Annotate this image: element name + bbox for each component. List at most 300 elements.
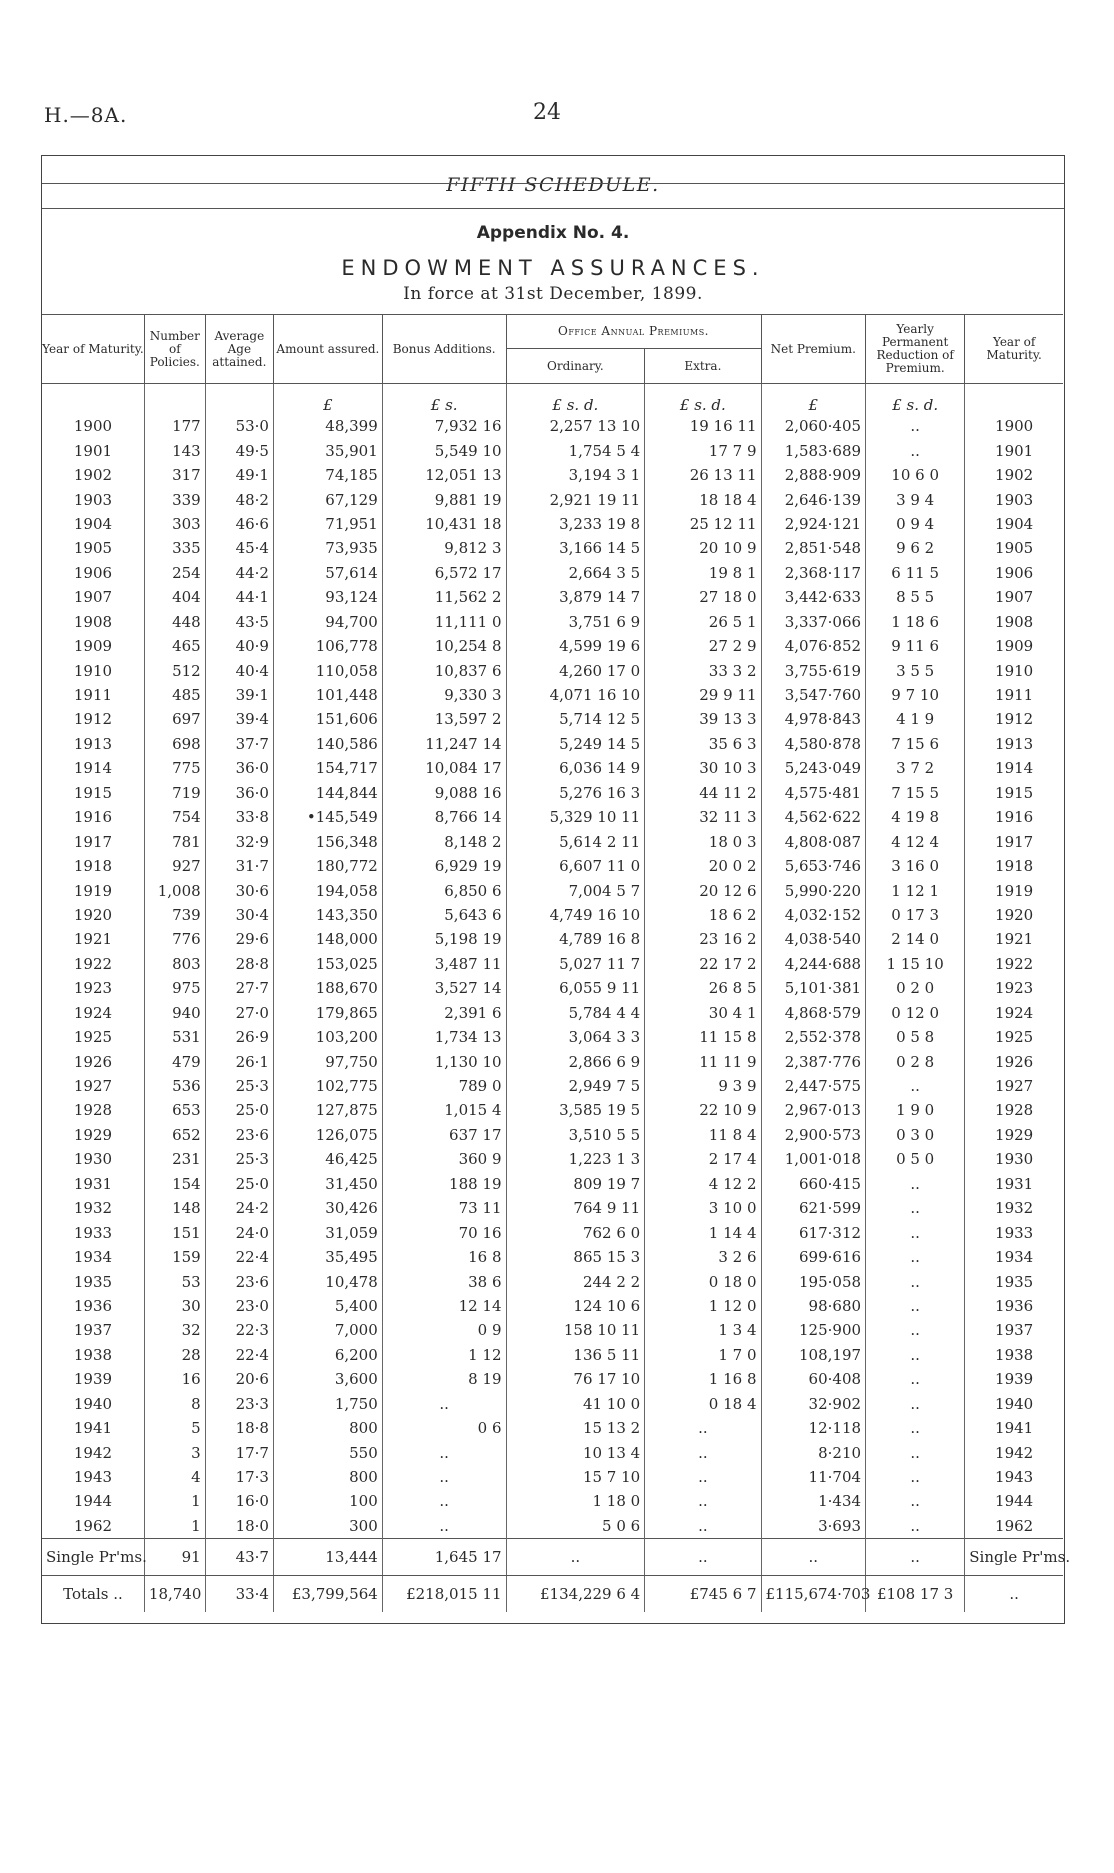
cell-extra: 27 2 9 [645, 634, 761, 658]
page-number: 24 [533, 100, 561, 125]
cell-net: 2,900·573 [761, 1123, 866, 1147]
cell-extra: 25 12 11 [645, 512, 761, 536]
cell-ordinary: 4,599 19 6 [506, 634, 645, 658]
cell-policies: 719 [144, 781, 205, 805]
cell-reduction: 4 1 9 [866, 707, 965, 731]
cell-amount: 179,865 [273, 1001, 382, 1025]
cell-reduction: 0 9 4 [866, 512, 965, 536]
cell-reduction: 6 11 5 [866, 561, 965, 585]
cell-year: 1920 [42, 903, 144, 927]
cell-extra: 18 18 4 [645, 487, 761, 511]
cell-policies: 3 [144, 1440, 205, 1464]
cell-amount: 30,426 [273, 1196, 382, 1220]
cell-policies: 148 [144, 1196, 205, 1220]
cell-year: 1941 [42, 1416, 144, 1440]
cell-age: 43·7 [205, 1539, 273, 1576]
table-row [42, 829, 1063, 853]
cell-net: 2,646·139 [761, 487, 866, 511]
cell-year: 1904 [42, 512, 144, 536]
cell-amount: 35,901 [273, 438, 382, 462]
cell-year-2: 1911 [965, 683, 1063, 707]
table-row [42, 756, 1063, 780]
cell-ordinary: 3,585 19 5 [506, 1098, 645, 1122]
cell-policies: 30 [144, 1294, 205, 1318]
cell-year: 1901 [42, 438, 144, 462]
cell-extra: 33 3 2 [645, 658, 761, 682]
cell-year: 1913 [42, 732, 144, 756]
cell-year-2: 1926 [965, 1049, 1063, 1073]
table-row [42, 1367, 1063, 1391]
cell-age: 18·8 [205, 1416, 273, 1440]
cell-ordinary: 5,714 12 5 [506, 707, 645, 731]
cell-bonus: 9,088 16 [382, 781, 506, 805]
cell-year: 1923 [42, 976, 144, 1000]
cell-ordinary: 3,233 19 8 [506, 512, 645, 536]
cell-extra: 1 16 8 [645, 1367, 761, 1391]
cell-extra: 3 10 0 [645, 1196, 761, 1220]
cell-bonus: 6,929 19 [382, 854, 506, 878]
table-row [42, 1123, 1063, 1147]
cell-extra: 11 11 9 [645, 1049, 761, 1073]
unit-age [205, 384, 273, 415]
table-row [42, 1514, 1063, 1539]
cell-age: 28·8 [205, 952, 273, 976]
cell-policies: 5 [144, 1416, 205, 1440]
cell-extra: 1 7 0 [645, 1343, 761, 1367]
cell-year: 1917 [42, 829, 144, 853]
cell-amount: 74,185 [273, 463, 382, 487]
cell-policies: 91 [144, 1539, 205, 1576]
table-row [42, 487, 1063, 511]
cell-policies: 151 [144, 1220, 205, 1244]
cell-year: 1928 [42, 1098, 144, 1122]
cell-policies: 317 [144, 463, 205, 487]
cell-reduction: .. [866, 1514, 965, 1539]
col-office-premiums: Office Annual Premiums. [506, 315, 761, 349]
cell-year: 1931 [42, 1172, 144, 1196]
cell-reduction: 7 15 6 [866, 732, 965, 756]
cell-year: 1902 [42, 463, 144, 487]
cell-year: 1942 [42, 1440, 144, 1464]
cell-reduction: 10 6 0 [866, 463, 965, 487]
cell-age: 45·4 [205, 536, 273, 560]
cell-year: Single Pr'ms. [42, 1539, 144, 1576]
cell-bonus: 10,254 8 [382, 634, 506, 658]
cell-amount: 6,200 [273, 1343, 382, 1367]
cell-extra: 20 10 9 [645, 536, 761, 560]
cell-policies: 154 [144, 1172, 205, 1196]
col-bonus: Bonus Additions. [382, 315, 506, 384]
cell-extra: 22 10 9 [645, 1098, 761, 1122]
cell-reduction: .. [866, 1392, 965, 1416]
cell-policies: 231 [144, 1147, 205, 1171]
cell-age: 36·0 [205, 756, 273, 780]
cell-policies: 53 [144, 1269, 205, 1293]
cell-ordinary: 2,949 7 5 [506, 1074, 645, 1098]
single-premiums-row [42, 1539, 1063, 1576]
cell-reduction: .. [866, 1220, 965, 1244]
cell-ordinary: 5,614 2 11 [506, 829, 645, 853]
cell-net: 617·312 [761, 1220, 866, 1244]
cell-bonus: 13,597 2 [382, 707, 506, 731]
cell-amount: 10,478 [273, 1269, 382, 1293]
cell-bonus: 9,330 3 [382, 683, 506, 707]
cell-extra: 20 0 2 [645, 854, 761, 878]
cell-policies: 975 [144, 976, 205, 1000]
cell-ordinary: 764 9 11 [506, 1196, 645, 1220]
table-row [42, 512, 1063, 536]
cell-age: 22·3 [205, 1318, 273, 1342]
cell-net: 699·616 [761, 1245, 866, 1269]
table-row [42, 683, 1063, 707]
cell-net: 4,038·540 [761, 927, 866, 951]
table-row [42, 976, 1063, 1000]
cell-extra: .. [645, 1416, 761, 1440]
cell-age: 29·6 [205, 927, 273, 951]
table-row [42, 805, 1063, 829]
cell-bonus: 6,850 6 [382, 878, 506, 902]
cell-age: 40·4 [205, 658, 273, 682]
cell-policies: 781 [144, 829, 205, 853]
cell-net: 4,978·843 [761, 707, 866, 731]
cell-year-2: 1920 [965, 903, 1063, 927]
cell-ordinary: 2,866 6 9 [506, 1049, 645, 1073]
cell-net: 3,547·760 [761, 683, 866, 707]
cell-extra: .. [645, 1514, 761, 1539]
cell-amount: 153,025 [273, 952, 382, 976]
cell-amount: 148,000 [273, 927, 382, 951]
table-row [42, 952, 1063, 976]
unit-policies [144, 384, 205, 415]
cell-bonus: 11,247 14 [382, 732, 506, 756]
cell-amount: 151,606 [273, 707, 382, 731]
cell-reduction: 9 7 10 [866, 683, 965, 707]
cell-ordinary: 6,055 9 11 [506, 976, 645, 1000]
cell-bonus: 73 11 [382, 1196, 506, 1220]
cell-extra: 4 12 2 [645, 1172, 761, 1196]
cell-age: 25·0 [205, 1172, 273, 1196]
cell-age: 30·6 [205, 878, 273, 902]
cell-bonus: 1 12 [382, 1343, 506, 1367]
cell-amount: 97,750 [273, 1049, 382, 1073]
cell-extra: 17 7 9 [645, 438, 761, 462]
cell-net: 11·704 [761, 1465, 866, 1489]
cell-net: 1,001·018 [761, 1147, 866, 1171]
cell-reduction: .. [866, 414, 965, 438]
cell-bonus: 10,837 6 [382, 658, 506, 682]
cell-extra: 1 12 0 [645, 1294, 761, 1318]
cell-net: 2,060·405 [761, 414, 866, 438]
cell-net: 3,442·633 [761, 585, 866, 609]
cell-year-2: 1901 [965, 438, 1063, 462]
cell-year: 1936 [42, 1294, 144, 1318]
cell-year-2: 1909 [965, 634, 1063, 658]
cell-reduction: .. [866, 1245, 965, 1269]
cell-age: 24·0 [205, 1220, 273, 1244]
table-row [42, 927, 1063, 951]
cell-age: 26·9 [205, 1025, 273, 1049]
cell-bonus: 12,051 13 [382, 463, 506, 487]
cell-reduction: 7 15 5 [866, 781, 965, 805]
cell-year: 1907 [42, 585, 144, 609]
cell-year-2: 1944 [965, 1489, 1063, 1513]
cell-amount: 156,348 [273, 829, 382, 853]
cell-bonus: 188 19 [382, 1172, 506, 1196]
table-row [42, 1245, 1063, 1269]
cell-reduction: 1 12 1 [866, 878, 965, 902]
cell-reduction: .. [866, 1416, 965, 1440]
cell-amount: 7,000 [273, 1318, 382, 1342]
cell-ordinary: 1 18 0 [506, 1489, 645, 1513]
cell-ordinary: 5,249 14 5 [506, 732, 645, 756]
cell-ordinary: £134,229 6 4 [506, 1576, 645, 1613]
col-ordinary: Ordinary. [506, 349, 645, 384]
cell-policies: 448 [144, 610, 205, 634]
cell-bonus: 8,766 14 [382, 805, 506, 829]
cell-extra: 29 9 11 [645, 683, 761, 707]
cell-reduction: .. [866, 1172, 965, 1196]
cell-year-2: 1929 [965, 1123, 1063, 1147]
cell-ordinary: 5 0 6 [506, 1514, 645, 1539]
cell-year-2: 1962 [965, 1514, 1063, 1539]
cell-amount: 110,058 [273, 658, 382, 682]
table-row [42, 1440, 1063, 1464]
cell-bonus: .. [382, 1465, 506, 1489]
cell-net: 2,851·548 [761, 536, 866, 560]
table-row [42, 1147, 1063, 1171]
cell-age: 36·0 [205, 781, 273, 805]
cell-year-2: 1900 [965, 414, 1063, 438]
cell-extra: 35 6 3 [645, 732, 761, 756]
cell-age: 44·2 [205, 561, 273, 585]
cell-age: 31·7 [205, 854, 273, 878]
cell-extra: 11 15 8 [645, 1025, 761, 1049]
cell-policies: 4 [144, 1465, 205, 1489]
cell-age: 23·6 [205, 1123, 273, 1147]
cell-extra: 20 12 6 [645, 878, 761, 902]
cell-ordinary: 2,257 13 10 [506, 414, 645, 438]
cell-ordinary: 762 6 0 [506, 1220, 645, 1244]
cell-amount: •145,549 [273, 805, 382, 829]
cell-bonus: 7,932 16 [382, 414, 506, 438]
table-subtitle: In force at 31st December, 1899. [403, 284, 703, 304]
cell-extra: 26 8 5 [645, 976, 761, 1000]
cell-year: 1914 [42, 756, 144, 780]
cell-amount: 46,425 [273, 1147, 382, 1171]
cell-policies: 536 [144, 1074, 205, 1098]
cell-year: 1915 [42, 781, 144, 805]
cell-year-2: 1905 [965, 536, 1063, 560]
cell-age: 27·0 [205, 1001, 273, 1025]
cell-ordinary: 4,071 16 10 [506, 683, 645, 707]
cell-extra: .. [645, 1489, 761, 1513]
cell-policies: 177 [144, 414, 205, 438]
cell-year: 1925 [42, 1025, 144, 1049]
cell-amount: 180,772 [273, 854, 382, 878]
cell-year: 1933 [42, 1220, 144, 1244]
cell-net: 1,583·689 [761, 438, 866, 462]
cell-age: 23·3 [205, 1392, 273, 1416]
cell-extra: 32 11 3 [645, 805, 761, 829]
cell-reduction: .. [866, 1196, 965, 1220]
cell-policies: 776 [144, 927, 205, 951]
cell-net: 8·210 [761, 1440, 866, 1464]
cell-ordinary: 15 7 10 [506, 1465, 645, 1489]
cell-bonus: 6,572 17 [382, 561, 506, 585]
cell-ordinary: .. [506, 1539, 645, 1576]
cell-bonus: 12 14 [382, 1294, 506, 1318]
table-row [42, 1343, 1063, 1367]
cell-extra: 27 18 0 [645, 585, 761, 609]
cell-age: 37·7 [205, 732, 273, 756]
cell-ordinary: 6,036 14 9 [506, 756, 645, 780]
cell-age: 33·8 [205, 805, 273, 829]
cell-year: 1911 [42, 683, 144, 707]
cell-ordinary: 6,607 11 0 [506, 854, 645, 878]
cell-net: 2,368·117 [761, 561, 866, 585]
cell-bonus: 11,562 2 [382, 585, 506, 609]
cell-age: 32·9 [205, 829, 273, 853]
cell-reduction: 0 5 0 [866, 1147, 965, 1171]
cell-year-2: 1927 [965, 1074, 1063, 1098]
cell-amount: 94,700 [273, 610, 382, 634]
cell-reduction: .. [866, 438, 965, 462]
cell-net: 5,990·220 [761, 878, 866, 902]
cell-reduction: 0 17 3 [866, 903, 965, 927]
table-row [42, 1220, 1063, 1244]
cell-net: 32·902 [761, 1392, 866, 1416]
cell-bonus: 8 19 [382, 1367, 506, 1391]
cell-age: 49·5 [205, 438, 273, 462]
cell-year: 1926 [42, 1049, 144, 1073]
cell-year-2: 1932 [965, 1196, 1063, 1220]
cell-year: 1919 [42, 878, 144, 902]
cell-bonus: 637 17 [382, 1123, 506, 1147]
cell-net: 2,447·575 [761, 1074, 866, 1098]
cell-ordinary: 15 13 2 [506, 1416, 645, 1440]
cell-year-2: 1940 [965, 1392, 1063, 1416]
cell-reduction: .. [866, 1440, 965, 1464]
cell-bonus: 38 6 [382, 1269, 506, 1293]
table-row [42, 1416, 1063, 1440]
table-row [42, 1318, 1063, 1342]
cell-extra: 18 0 3 [645, 829, 761, 853]
unit-amount: £ [273, 384, 382, 415]
cell-year-2: 1928 [965, 1098, 1063, 1122]
cell-extra: .. [645, 1539, 761, 1576]
cell-policies: 927 [144, 854, 205, 878]
cell-net: 2,552·378 [761, 1025, 866, 1049]
cell-age: 20·6 [205, 1367, 273, 1391]
cell-bonus: .. [382, 1440, 506, 1464]
totals-row [42, 1576, 1063, 1613]
table-row [42, 1392, 1063, 1416]
cell-amount: 102,775 [273, 1074, 382, 1098]
cell-ordinary: 136 5 11 [506, 1343, 645, 1367]
cell-bonus: 9,881 19 [382, 487, 506, 511]
cell-amount: 800 [273, 1416, 382, 1440]
cell-net: 2,888·909 [761, 463, 866, 487]
cell-year-2: 1921 [965, 927, 1063, 951]
cell-extra: 1 3 4 [645, 1318, 761, 1342]
table-row [42, 732, 1063, 756]
cell-year-2: 1916 [965, 805, 1063, 829]
cell-bonus: 1,130 10 [382, 1049, 506, 1073]
unit-net: £ [761, 384, 866, 415]
cell-net: 3,337·066 [761, 610, 866, 634]
cell-amount: 35,495 [273, 1245, 382, 1269]
cell-amount: 194,058 [273, 878, 382, 902]
cell-ordinary: 4,789 16 8 [506, 927, 645, 951]
cell-year-2: 1924 [965, 1001, 1063, 1025]
cell-reduction: 4 19 8 [866, 805, 965, 829]
table-row [42, 1172, 1063, 1196]
table-row [42, 878, 1063, 902]
cell-policies: 531 [144, 1025, 205, 1049]
cell-year: 1937 [42, 1318, 144, 1342]
cell-reduction: .. [866, 1343, 965, 1367]
cell-reduction: 9 11 6 [866, 634, 965, 658]
cell-extra: 0 18 4 [645, 1392, 761, 1416]
table-row [42, 1294, 1063, 1318]
table-row [42, 1269, 1063, 1293]
cell-year: 1944 [42, 1489, 144, 1513]
cell-bonus: 0 6 [382, 1416, 506, 1440]
cell-bonus: 360 9 [382, 1147, 506, 1171]
cell-ordinary: 3,194 3 1 [506, 463, 645, 487]
cell-extra: 19 8 1 [645, 561, 761, 585]
unit-extra: £ s. d. [645, 384, 761, 415]
table-row [42, 438, 1063, 462]
cell-ordinary: 124 10 6 [506, 1294, 645, 1318]
cell-year-2: 1917 [965, 829, 1063, 853]
cell-bonus: .. [382, 1392, 506, 1416]
cell-reduction: .. [866, 1318, 965, 1342]
cell-net: 4,562·622 [761, 805, 866, 829]
cell-year-2: 1925 [965, 1025, 1063, 1049]
cell-amount: 73,935 [273, 536, 382, 560]
table-row [42, 610, 1063, 634]
cell-year: 1938 [42, 1343, 144, 1367]
cell-year-2: Single Pr'ms. [965, 1539, 1063, 1576]
cell-ordinary: 4,749 16 10 [506, 903, 645, 927]
cell-policies: 404 [144, 585, 205, 609]
cell-net: 1·434 [761, 1489, 866, 1513]
cell-reduction: 1 9 0 [866, 1098, 965, 1122]
cell-net: 2,967·013 [761, 1098, 866, 1122]
cell-ordinary: 10 13 4 [506, 1440, 645, 1464]
cell-policies: 698 [144, 732, 205, 756]
cell-reduction: 0 5 8 [866, 1025, 965, 1049]
cell-extra: 3 2 6 [645, 1245, 761, 1269]
cell-policies: 303 [144, 512, 205, 536]
cell-policies: 159 [144, 1245, 205, 1269]
cell-year-2: 1907 [965, 585, 1063, 609]
cell-bonus: 789 0 [382, 1074, 506, 1098]
cell-year: 1921 [42, 927, 144, 951]
cell-bonus: 5,198 19 [382, 927, 506, 951]
cell-amount: 103,200 [273, 1025, 382, 1049]
cell-extra: 44 11 2 [645, 781, 761, 805]
cell-age: 23·6 [205, 1269, 273, 1293]
cell-age: 24·2 [205, 1196, 273, 1220]
table-row [42, 781, 1063, 805]
cell-amount: 67,129 [273, 487, 382, 511]
cell-ordinary: 7,004 5 7 [506, 878, 645, 902]
cell-net: 5,653·746 [761, 854, 866, 878]
cell-ordinary: 2,664 3 5 [506, 561, 645, 585]
cell-age: 22·4 [205, 1245, 273, 1269]
